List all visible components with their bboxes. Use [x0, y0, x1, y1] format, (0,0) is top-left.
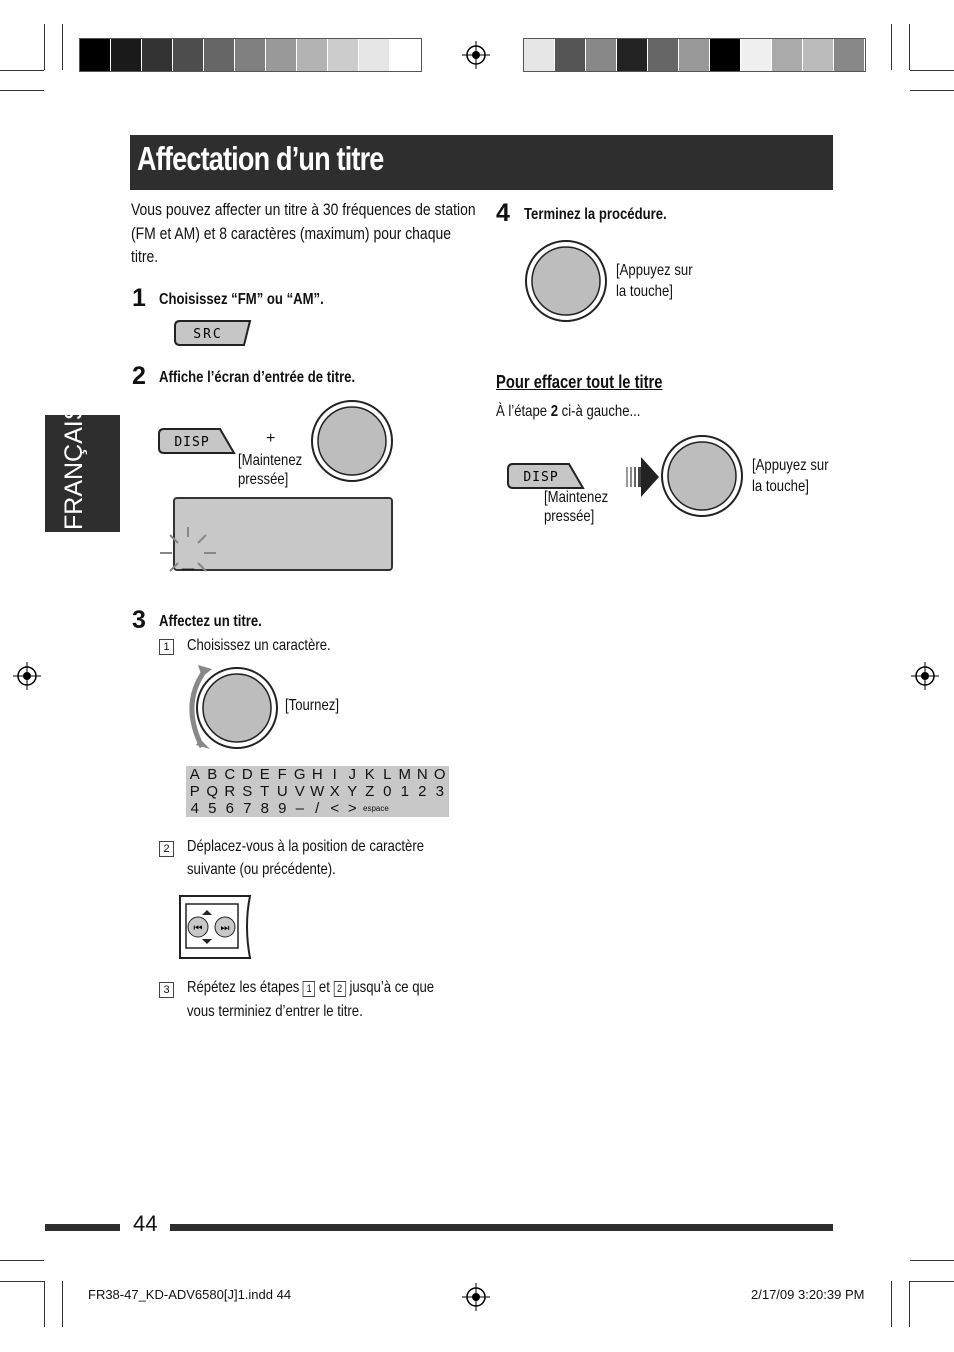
crop-mark: [909, 1281, 910, 1327]
character-cell: Y: [347, 783, 358, 800]
crop-mark: [0, 1281, 44, 1282]
character-cell: U: [276, 783, 288, 800]
registration-mark-icon: [462, 41, 490, 69]
color-swatch: [235, 39, 266, 71]
arrow-right-icon: [626, 457, 660, 497]
control-knob[interactable]: [524, 239, 608, 323]
crop-mark: [891, 1281, 892, 1327]
crop-mark: [0, 70, 44, 71]
registration-mark-icon: [462, 1283, 490, 1311]
language-tab-label: FRANÇAIS: [60, 403, 88, 530]
substep-1-box: [159, 637, 174, 655]
repeat-text-b: et: [318, 979, 330, 996]
character-table: [186, 766, 449, 817]
character-cell: 3: [435, 783, 444, 800]
crop-mark: [910, 1260, 954, 1261]
repeat-text-c: jusqu’à ce que: [349, 979, 435, 996]
crop-mark: [0, 1260, 44, 1261]
color-swatch: [679, 39, 710, 71]
color-swatch: [266, 39, 297, 71]
character-cell: V: [294, 783, 305, 800]
character-cell: F: [277, 766, 287, 783]
character-cell: D: [241, 766, 253, 783]
color-calibration-bar-left: [79, 38, 422, 72]
character-cell: W: [310, 783, 325, 800]
press-note-line-1: [Appuyez sur: [616, 262, 693, 279]
character-cell: L: [383, 766, 392, 783]
character-row: [186, 783, 449, 800]
clear-intro: [496, 401, 640, 422]
svg-text:⏮: ⏮: [193, 923, 203, 934]
press-note-line-2: la touche]: [616, 283, 673, 300]
character-cell: K: [364, 766, 375, 783]
clear-intro-pre: À l’étape: [496, 403, 548, 420]
clear-intro-post: ci-à gauche...: [561, 403, 641, 420]
substep-2-line-1: Déplacez-vous à la position de caractère: [187, 838, 425, 855]
character-cell: 0: [383, 783, 392, 800]
registration-mark-icon: [911, 662, 939, 690]
step-3-label: Affectez un titre.: [159, 613, 262, 630]
registration-mark-icon: [13, 662, 41, 690]
substep-2-line-2: suivante (ou précédente).: [187, 861, 336, 878]
character-cell: M: [398, 766, 411, 783]
step-2-number: 2: [132, 362, 146, 390]
color-swatch: [111, 39, 142, 71]
character-cell: –: [295, 800, 304, 817]
character-cell: E: [259, 766, 270, 783]
intro-line-3: titre.: [131, 247, 159, 266]
color-calibration-bar-right: [523, 38, 866, 72]
blinking-cursor-icon: [158, 525, 226, 579]
control-knob[interactable]: [660, 434, 744, 518]
clear-hold-note-1: [Maintenez: [544, 489, 609, 506]
crop-mark: [62, 24, 63, 70]
color-swatch: [741, 39, 772, 71]
hold-note-line-2: pressée]: [238, 471, 289, 488]
page-rule-left: [45, 1224, 120, 1231]
crop-mark: [909, 24, 910, 70]
color-swatch: [524, 39, 555, 71]
page-title: Affectation d’un titre: [137, 140, 384, 177]
crop-mark: [0, 90, 44, 91]
crop-mark: [44, 24, 45, 70]
disp-button[interactable]: [158, 428, 236, 454]
color-swatch: [648, 39, 679, 71]
footer-date: 2/17/09 3:20:39 PM: [751, 1287, 865, 1302]
step-1-number: 1: [132, 284, 146, 312]
character-cell: A: [189, 766, 200, 783]
character-cell: C: [224, 766, 236, 783]
color-swatch: [710, 39, 741, 71]
substep-3-line-2: vous terminiez d’entrer le titre.: [187, 1003, 363, 1020]
step-ref-1: 1: [303, 981, 315, 997]
control-knob[interactable]: [310, 399, 394, 483]
character-cell: espace: [363, 804, 389, 813]
crop-mark: [44, 1281, 45, 1327]
src-button[interactable]: [174, 320, 252, 346]
character-cell: G: [293, 766, 306, 783]
skip-buttons-panel: [176, 894, 256, 960]
character-cell: Q: [206, 783, 219, 800]
character-cell: <: [330, 800, 340, 817]
color-swatch: [834, 39, 865, 71]
clear-heading: Pour effacer tout le titre: [496, 372, 663, 392]
svg-text:⏭: ⏭: [220, 923, 230, 934]
character-row: [186, 800, 449, 817]
color-swatch: [555, 39, 586, 71]
step-4-label: Terminez la procédure.: [524, 206, 667, 223]
substep-3-line-1: [187, 977, 434, 998]
color-swatch: [80, 39, 111, 71]
character-cell: P: [189, 783, 200, 800]
color-swatch: [359, 39, 390, 71]
clear-press-note-2: la touche]: [752, 478, 809, 495]
crop-mark: [891, 24, 892, 70]
color-swatch: [328, 39, 359, 71]
character-cell: /: [315, 800, 320, 817]
plus-sign: +: [266, 430, 276, 447]
color-swatch: [803, 39, 834, 71]
clear-hold-note-2: pressée]: [544, 508, 595, 525]
character-cell: R: [224, 783, 236, 800]
character-cell: 1: [400, 783, 409, 800]
intro-line-2: (FM et AM) et 8 caractères (maximum) pour chaque: [131, 224, 451, 243]
crop-mark: [910, 1281, 954, 1282]
step-2-label: Affiche l’écran d’entrée de titre.: [159, 369, 356, 386]
character-cell: O: [433, 766, 446, 783]
character-cell: X: [329, 783, 340, 800]
substep-number: 2: [159, 841, 174, 857]
cursor-char: _: [181, 547, 195, 572]
rotate-knob[interactable]: [182, 663, 282, 753]
substep-2-box: [159, 839, 174, 857]
crop-mark: [910, 90, 954, 91]
disp-button-label: DISP: [523, 470, 559, 485]
page-number: 44: [133, 1211, 158, 1236]
crop-mark: [910, 70, 954, 71]
color-swatch: [772, 39, 803, 71]
clear-press-note-1: [Appuyez sur: [752, 457, 829, 474]
color-swatch: [297, 39, 328, 71]
character-cell: I: [332, 766, 337, 783]
hold-note-line-1: [Maintenez: [238, 452, 303, 469]
character-cell: 2: [418, 783, 427, 800]
character-cell: 7: [243, 800, 252, 817]
character-cell: 5: [208, 800, 217, 817]
color-swatch: [586, 39, 617, 71]
repeat-text-a: Répétez les étapes: [187, 979, 300, 996]
disp-button[interactable]: [507, 463, 585, 489]
character-cell: N: [416, 766, 428, 783]
character-cell: S: [242, 783, 253, 800]
character-cell: H: [311, 766, 323, 783]
color-swatch: [173, 39, 204, 71]
footer-file: FR38-47_KD-ADV6580[J]1.indd 44: [88, 1287, 292, 1302]
color-swatch: [204, 39, 235, 71]
character-cell: T: [260, 783, 270, 800]
step-ref-2: 2: [334, 981, 346, 997]
character-cell: >: [347, 800, 357, 817]
character-cell: Z: [365, 783, 375, 800]
src-button-label: SRC: [193, 327, 223, 342]
step-4-number: 4: [496, 199, 510, 227]
character-row: [186, 766, 449, 783]
disp-button-label: DISP: [174, 435, 210, 450]
character-cell: 9: [278, 800, 287, 817]
substep-3-box: [159, 980, 174, 998]
character-cell: J: [348, 766, 356, 783]
character-cell: B: [207, 766, 218, 783]
substep-number: 3: [159, 982, 174, 998]
substep-1-text: Choisissez un caractère.: [187, 637, 331, 654]
color-swatch: [142, 39, 173, 71]
page-rule-right: [170, 1224, 833, 1231]
substep-number: 1: [159, 639, 174, 655]
character-cell: 8: [260, 800, 269, 817]
crop-mark: [62, 1281, 63, 1327]
character-cell: 4: [190, 800, 199, 817]
intro-line-1: Vous pouvez affecter un titre à 30 fréquences de station: [131, 200, 476, 219]
step-3-number: 3: [132, 606, 146, 634]
clear-intro-step: 2: [550, 403, 559, 420]
step-1-label: Choisissez “FM” ou “AM”.: [159, 291, 324, 308]
color-swatch: [390, 39, 421, 71]
color-swatch: [617, 39, 648, 71]
character-cell: 6: [225, 800, 234, 817]
rotate-note: [Tournez]: [285, 697, 339, 714]
